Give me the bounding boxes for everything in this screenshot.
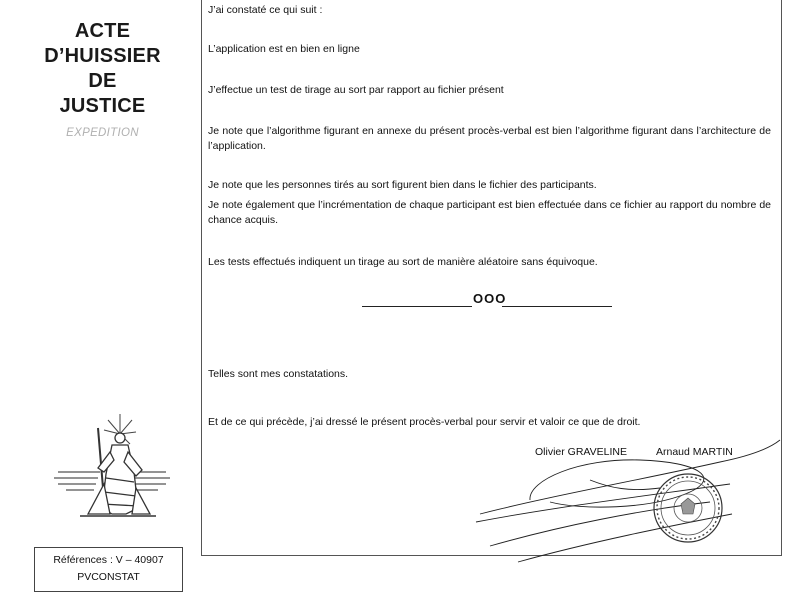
signatory-name: Arnaud MARTIN: [656, 446, 733, 458]
title-line: D’HUISSIER: [44, 45, 161, 67]
paragraph: L’application est en bien en ligne: [208, 43, 360, 55]
paragraph: Je note également que l’incrémentation de chaque participant est bien effectuée dans ce fichier au rapport du nombre de chance acquis.: [208, 199, 771, 226]
paragraph: J’ai constaté ce qui suit :: [208, 4, 323, 16]
reference-code: PVCONSTAT: [77, 571, 140, 583]
paragraph: J’effectue un test de tirage au sort par rapport au fichier présent: [208, 84, 504, 96]
title-line: DE: [88, 70, 117, 92]
closing-line: Telles sont mes constatations.: [208, 368, 349, 380]
signature-and-stamp: [470, 418, 782, 568]
separator-text: OOO: [473, 291, 507, 306]
closing-line: Et de ce qui précède, j’ai dressé le présent procès-verbal pour servir et valoir ce que de droit.: [208, 416, 641, 428]
separator-line-left: [362, 306, 472, 307]
paragraph: Je note que les personnes tirés au sort figurent bien dans le fichier des participants.: [208, 179, 597, 191]
paragraph: Je note que l’algorithme figurant en annexe du présent procès-verbal est bien l’algorithme figurant dans l’architecture de l’application.: [208, 125, 771, 152]
title-line: JUSTICE: [59, 95, 146, 117]
document-title: [0, 19, 205, 119]
separator-line-right: [502, 306, 612, 307]
left-column: [0, 0, 205, 595]
separator: [362, 291, 612, 309]
expedition-label: EXPEDITION: [66, 127, 139, 139]
signatory-name: Olivier GRAVELINE: [535, 446, 627, 458]
reference-number: Références : V – 40907: [53, 554, 164, 566]
justice-emblem-icon: [52, 410, 172, 525]
title-line: ACTE: [74, 20, 131, 42]
reference-box: [34, 547, 183, 592]
paragraph: Les tests effectués indiquent un tirage au sort de manière aléatoire sans équivoque.: [208, 256, 598, 268]
handwritten-signature: [476, 440, 780, 562]
